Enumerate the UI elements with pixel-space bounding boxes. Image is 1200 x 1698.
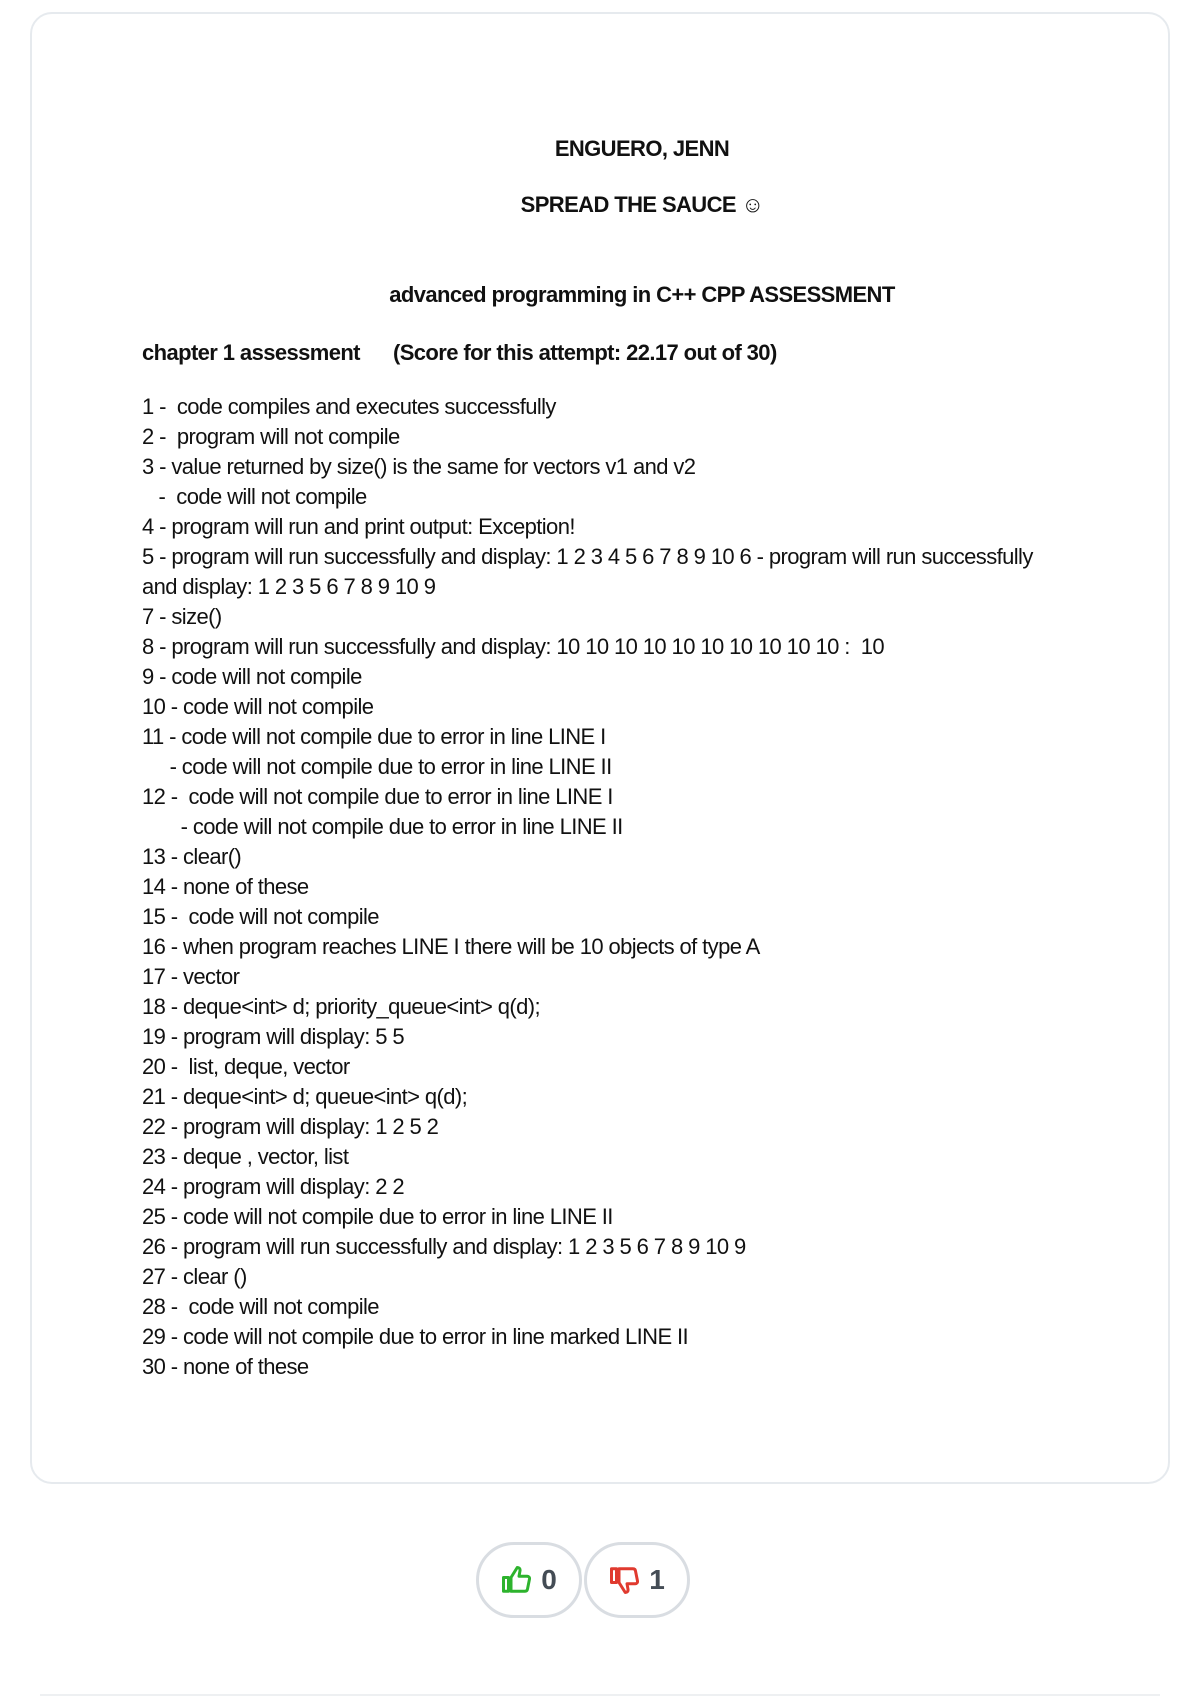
- answer-line: 18 - deque<int> d; priority_queue<int> q(d);: [142, 994, 541, 1019]
- answer-line: 29 - code will not compile due to error in line marked LINE II: [142, 1324, 689, 1349]
- answer-line: 21 - deque<int> d; queue<int> q(d);: [142, 1084, 468, 1109]
- chapter-label: chapter 1 assessment: [142, 340, 360, 365]
- answer-line: 13 - clear(): [142, 844, 242, 869]
- answer-line: 14 - none of these: [142, 874, 309, 899]
- answer-line: 22 - program will display: 1 2 5 2: [142, 1114, 439, 1139]
- motto: SPREAD THE SAUCE ☺: [520, 192, 764, 217]
- score-text: (Score for this attempt: 22.17 out of 30): [392, 340, 777, 365]
- downvote-count: 1: [649, 1564, 665, 1595]
- answer-line: 28 - code will not compile: [142, 1294, 379, 1319]
- answer-line: 20 - list, deque, vector: [142, 1054, 350, 1079]
- answer-line: 30 - none of these: [142, 1354, 309, 1379]
- answer-line: 26 - program will run successfully and display: 1 2 3 5 6 7 8 9 10 9: [142, 1234, 746, 1259]
- section-divider: [40, 1694, 1160, 1696]
- answer-line: 8 - program will run successfully and display: 10 10 10 10 10 10 10 10 10 10 : 10: [142, 634, 885, 659]
- answer-line: 12 - code will not compile due to error in line LINE I: [142, 784, 613, 809]
- thumbs-down-icon: [609, 1565, 639, 1595]
- answer-line: 19 - program will display: 5 5: [142, 1024, 405, 1049]
- answer-line: 4 - program will run and print output: Exception!: [142, 514, 575, 539]
- answer-line: - code will not compile due to error in line LINE II: [142, 754, 612, 779]
- answer-line: 11 - code will not compile due to error in line LINE I: [142, 724, 606, 749]
- answer-line: 23 - deque , vector, list: [142, 1144, 349, 1169]
- upvote-button[interactable]: [476, 1542, 582, 1618]
- answer-line: 9 - code will not compile: [142, 664, 362, 689]
- answer-line: 25 - code will not compile due to error in line LINE II: [142, 1204, 613, 1229]
- answer-line: 5 - program will run successfully and display: 1 2 3 4 5 6 7 8 9 10 6 - program will run successfully and display: 1 2 3 5 6 7 8 9 10 9: [142, 544, 1039, 599]
- answer-line: 10 - code will not compile: [142, 694, 374, 719]
- answer-list: [142, 392, 1042, 1382]
- answer-line: - code will not compile: [142, 484, 367, 509]
- answer-line: 15 - code will not compile: [142, 904, 379, 929]
- answer-line: 2 - program will not compile: [142, 424, 400, 449]
- document-card: [30, 12, 1170, 1484]
- upvote-count: 0: [541, 1564, 557, 1595]
- answer-line: 7 - size(): [142, 604, 222, 629]
- answer-line: 17 - vector: [142, 964, 240, 989]
- vote-bar: [476, 1542, 696, 1622]
- chapter-heading: [142, 340, 1042, 366]
- answer-line: 27 - clear (): [142, 1264, 247, 1289]
- student-name: ENGUERO, JENN: [554, 136, 730, 161]
- answer-line: 1 - code compiles and executes successfully: [142, 394, 556, 419]
- answer-line: 3 - value returned by size() is the same for vectors v1 and v2: [142, 454, 696, 479]
- answer-line: 24 - program will display: 2 2: [142, 1174, 405, 1199]
- downvote-button[interactable]: [584, 1542, 690, 1618]
- answer-line: - code will not compile due to error in line LINE II: [142, 814, 623, 839]
- thumbs-up-icon: [501, 1565, 531, 1595]
- answer-line: 16 - when program reaches LINE I there will be 10 objects of type A: [142, 934, 760, 959]
- document-body: [142, 122, 1042, 1382]
- course-title: advanced programming in C++ CPP ASSESSMENT: [389, 282, 895, 307]
